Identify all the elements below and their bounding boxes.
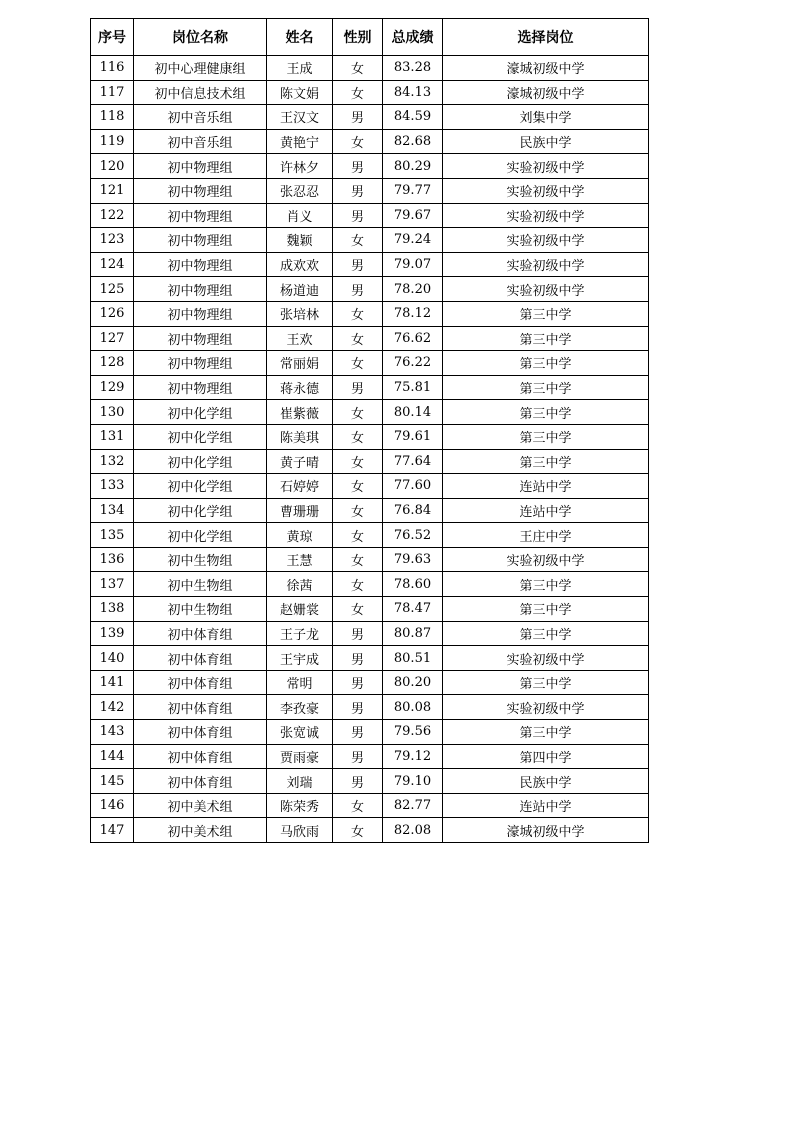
cell-chosen-position: 第三中学: [443, 400, 649, 425]
cell-position-name: 初中体育组: [134, 695, 267, 720]
table-row: [91, 474, 649, 499]
cell-position-name: 初中信息技术组: [134, 80, 267, 105]
cell-position-name: 初中物理组: [134, 351, 267, 376]
table-row: [91, 252, 649, 277]
cell-position-name: 初中生物组: [134, 547, 267, 572]
cell-gender: 男: [333, 769, 383, 794]
cell-serial-number: 116: [91, 56, 134, 81]
table-row: [91, 154, 649, 179]
cell-name: 徐茜: [267, 572, 333, 597]
cell-gender: 男: [333, 695, 383, 720]
table-row: [91, 178, 649, 203]
table-row: [91, 129, 649, 154]
cell-name: 曹珊珊: [267, 498, 333, 523]
cell-position-name: 初中物理组: [134, 203, 267, 228]
cell-name: 陈荣秀: [267, 793, 333, 818]
cell-position-name: 初中体育组: [134, 670, 267, 695]
cell-name: 王子龙: [267, 621, 333, 646]
cell-serial-number: 144: [91, 744, 134, 769]
cell-serial-number: 118: [91, 105, 134, 130]
cell-total-score: 78.47: [383, 597, 443, 622]
cell-serial-number: 124: [91, 252, 134, 277]
cell-position-name: 初中物理组: [134, 277, 267, 302]
cell-chosen-position: 实验初级中学: [443, 178, 649, 203]
cell-gender: 女: [333, 474, 383, 499]
cell-name: 陈美琪: [267, 424, 333, 449]
cell-name: 王宇成: [267, 646, 333, 671]
cell-chosen-position: 濠城初级中学: [443, 56, 649, 81]
cell-chosen-position: 濠城初级中学: [443, 818, 649, 843]
cell-total-score: 79.67: [383, 203, 443, 228]
cell-chosen-position: 第三中学: [443, 326, 649, 351]
cell-position-name: 初中化学组: [134, 474, 267, 499]
table-row: [91, 695, 649, 720]
cell-position-name: 初中化学组: [134, 424, 267, 449]
table-header: [91, 19, 649, 56]
cell-serial-number: 122: [91, 203, 134, 228]
cell-total-score: 80.08: [383, 695, 443, 720]
cell-serial-number: 117: [91, 80, 134, 105]
table-row: [91, 744, 649, 769]
cell-position-name: 初中化学组: [134, 400, 267, 425]
cell-chosen-position: 实验初级中学: [443, 277, 649, 302]
cell-chosen-position: 王庄中学: [443, 523, 649, 548]
cell-chosen-position: 第四中学: [443, 744, 649, 769]
table-row: [91, 375, 649, 400]
cell-serial-number: 138: [91, 597, 134, 622]
table-row: [91, 277, 649, 302]
cell-serial-number: 126: [91, 301, 134, 326]
cell-chosen-position: 民族中学: [443, 769, 649, 794]
cell-name: 王成: [267, 56, 333, 81]
cell-chosen-position: 连站中学: [443, 474, 649, 499]
cell-total-score: 77.60: [383, 474, 443, 499]
cell-position-name: 初中物理组: [134, 252, 267, 277]
table-row: [91, 105, 649, 130]
cell-gender: 女: [333, 56, 383, 81]
cell-serial-number: 123: [91, 228, 134, 253]
cell-total-score: 79.61: [383, 424, 443, 449]
cell-position-name: 初中体育组: [134, 744, 267, 769]
header-row: [91, 19, 649, 56]
cell-total-score: 75.81: [383, 375, 443, 400]
cell-gender: 男: [333, 375, 383, 400]
cell-serial-number: 140: [91, 646, 134, 671]
cell-position-name: 初中音乐组: [134, 129, 267, 154]
cell-total-score: 79.24: [383, 228, 443, 253]
header-name: 姓名: [267, 19, 333, 56]
table-row: [91, 56, 649, 81]
cell-name: 张宽诚: [267, 720, 333, 745]
cell-total-score: 78.12: [383, 301, 443, 326]
header-gender: 性别: [333, 19, 383, 56]
cell-chosen-position: 第三中学: [443, 597, 649, 622]
cell-chosen-position: 民族中学: [443, 129, 649, 154]
cell-total-score: 80.51: [383, 646, 443, 671]
table-row: [91, 424, 649, 449]
cell-gender: 男: [333, 670, 383, 695]
cell-total-score: 76.62: [383, 326, 443, 351]
cell-total-score: 77.64: [383, 449, 443, 474]
cell-gender: 男: [333, 105, 383, 130]
cell-total-score: 78.20: [383, 277, 443, 302]
cell-name: 黄子晴: [267, 449, 333, 474]
cell-total-score: 80.14: [383, 400, 443, 425]
cell-name: 张忍忍: [267, 178, 333, 203]
cell-name: 成欢欢: [267, 252, 333, 277]
cell-total-score: 82.68: [383, 129, 443, 154]
cell-gender: 女: [333, 572, 383, 597]
table-row: [91, 80, 649, 105]
cell-name: 贾雨豪: [267, 744, 333, 769]
cell-chosen-position: 实验初级中学: [443, 646, 649, 671]
cell-name: 蒋永德: [267, 375, 333, 400]
cell-gender: 女: [333, 326, 383, 351]
cell-gender: 男: [333, 277, 383, 302]
cell-serial-number: 136: [91, 547, 134, 572]
cell-name: 肖义: [267, 203, 333, 228]
table-row: [91, 400, 649, 425]
cell-chosen-position: 刘集中学: [443, 105, 649, 130]
cell-total-score: 84.13: [383, 80, 443, 105]
cell-name: 常明: [267, 670, 333, 695]
table-row: [91, 498, 649, 523]
cell-name: 赵姗裳: [267, 597, 333, 622]
cell-chosen-position: 实验初级中学: [443, 228, 649, 253]
cell-serial-number: 129: [91, 375, 134, 400]
cell-position-name: 初中物理组: [134, 154, 267, 179]
table-row: [91, 597, 649, 622]
cell-total-score: 79.12: [383, 744, 443, 769]
table-row: [91, 301, 649, 326]
cell-name: 黄艳宁: [267, 129, 333, 154]
cell-gender: 男: [333, 203, 383, 228]
cell-serial-number: 130: [91, 400, 134, 425]
cell-serial-number: 125: [91, 277, 134, 302]
cell-total-score: 80.29: [383, 154, 443, 179]
table-row: [91, 326, 649, 351]
table-row: [91, 228, 649, 253]
cell-gender: 女: [333, 523, 383, 548]
cell-total-score: 84.59: [383, 105, 443, 130]
cell-serial-number: 147: [91, 818, 134, 843]
cell-position-name: 初中美术组: [134, 793, 267, 818]
cell-serial-number: 139: [91, 621, 134, 646]
cell-chosen-position: 第三中学: [443, 621, 649, 646]
cell-position-name: 初中物理组: [134, 178, 267, 203]
results-table: [90, 18, 649, 843]
cell-total-score: 76.52: [383, 523, 443, 548]
cell-serial-number: 146: [91, 793, 134, 818]
cell-name: 魏颖: [267, 228, 333, 253]
cell-serial-number: 127: [91, 326, 134, 351]
header-chosen-position: 选择岗位: [443, 19, 649, 56]
cell-gender: 男: [333, 252, 383, 277]
cell-chosen-position: 第三中学: [443, 720, 649, 745]
cell-gender: 女: [333, 228, 383, 253]
cell-name: 石婷婷: [267, 474, 333, 499]
cell-gender: 女: [333, 351, 383, 376]
cell-chosen-position: 实验初级中学: [443, 695, 649, 720]
table-row: [91, 769, 649, 794]
table-row: [91, 793, 649, 818]
cell-position-name: 初中物理组: [134, 228, 267, 253]
cell-total-score: 76.22: [383, 351, 443, 376]
cell-position-name: 初中物理组: [134, 326, 267, 351]
cell-position-name: 初中音乐组: [134, 105, 267, 130]
cell-total-score: 79.63: [383, 547, 443, 572]
cell-chosen-position: 第三中学: [443, 375, 649, 400]
cell-position-name: 初中生物组: [134, 572, 267, 597]
cell-chosen-position: 第三中学: [443, 670, 649, 695]
cell-serial-number: 119: [91, 129, 134, 154]
table-row: [91, 203, 649, 228]
header-serial-number: 序号: [91, 19, 134, 56]
cell-name: 刘瑞: [267, 769, 333, 794]
cell-serial-number: 145: [91, 769, 134, 794]
cell-position-name: 初中体育组: [134, 621, 267, 646]
cell-position-name: 初中生物组: [134, 597, 267, 622]
cell-name: 王慧: [267, 547, 333, 572]
cell-position-name: 初中心理健康组: [134, 56, 267, 81]
cell-gender: 男: [333, 720, 383, 745]
table-row: [91, 670, 649, 695]
cell-position-name: 初中物理组: [134, 301, 267, 326]
table-row: [91, 621, 649, 646]
cell-name: 马欣雨: [267, 818, 333, 843]
cell-position-name: 初中美术组: [134, 818, 267, 843]
cell-name: 崔紫薇: [267, 400, 333, 425]
cell-total-score: 79.56: [383, 720, 443, 745]
cell-gender: 男: [333, 744, 383, 769]
cell-serial-number: 128: [91, 351, 134, 376]
cell-serial-number: 143: [91, 720, 134, 745]
cell-name: 常丽娟: [267, 351, 333, 376]
table-row: [91, 646, 649, 671]
cell-position-name: 初中体育组: [134, 646, 267, 671]
cell-gender: 男: [333, 154, 383, 179]
cell-name: 王欢: [267, 326, 333, 351]
cell-serial-number: 121: [91, 178, 134, 203]
cell-gender: 女: [333, 547, 383, 572]
cell-name: 黄琼: [267, 523, 333, 548]
cell-name: 李孜豪: [267, 695, 333, 720]
cell-name: 陈文娟: [267, 80, 333, 105]
cell-gender: 男: [333, 646, 383, 671]
cell-total-score: 80.87: [383, 621, 443, 646]
cell-total-score: 80.20: [383, 670, 443, 695]
cell-total-score: 79.77: [383, 178, 443, 203]
cell-chosen-position: 连站中学: [443, 498, 649, 523]
header-position-name: 岗位名称: [134, 19, 267, 56]
cell-serial-number: 132: [91, 449, 134, 474]
cell-name: 张培林: [267, 301, 333, 326]
cell-chosen-position: 实验初级中学: [443, 547, 649, 572]
cell-position-name: 初中化学组: [134, 498, 267, 523]
cell-serial-number: 134: [91, 498, 134, 523]
cell-gender: 男: [333, 178, 383, 203]
cell-total-score: 82.77: [383, 793, 443, 818]
cell-total-score: 78.60: [383, 572, 443, 597]
cell-serial-number: 141: [91, 670, 134, 695]
cell-gender: 女: [333, 80, 383, 105]
table-row: [91, 720, 649, 745]
cell-chosen-position: 实验初级中学: [443, 252, 649, 277]
cell-position-name: 初中体育组: [134, 769, 267, 794]
cell-gender: 女: [333, 424, 383, 449]
table-row: [91, 572, 649, 597]
cell-gender: 女: [333, 129, 383, 154]
table-row: [91, 351, 649, 376]
cell-gender: 女: [333, 301, 383, 326]
cell-name: 许林夕: [267, 154, 333, 179]
cell-gender: 女: [333, 793, 383, 818]
table-body: [91, 56, 649, 843]
cell-position-name: 初中化学组: [134, 523, 267, 548]
cell-serial-number: 137: [91, 572, 134, 597]
table-row: [91, 449, 649, 474]
cell-gender: 女: [333, 449, 383, 474]
cell-total-score: 76.84: [383, 498, 443, 523]
cell-serial-number: 142: [91, 695, 134, 720]
cell-chosen-position: 第三中学: [443, 301, 649, 326]
cell-name: 王汉文: [267, 105, 333, 130]
cell-serial-number: 135: [91, 523, 134, 548]
cell-gender: 女: [333, 818, 383, 843]
cell-gender: 女: [333, 400, 383, 425]
cell-serial-number: 133: [91, 474, 134, 499]
cell-chosen-position: 第三中学: [443, 449, 649, 474]
cell-chosen-position: 第三中学: [443, 351, 649, 376]
cell-chosen-position: 第三中学: [443, 424, 649, 449]
cell-position-name: 初中体育组: [134, 720, 267, 745]
cell-chosen-position: 实验初级中学: [443, 203, 649, 228]
cell-total-score: 83.28: [383, 56, 443, 81]
cell-serial-number: 131: [91, 424, 134, 449]
cell-position-name: 初中化学组: [134, 449, 267, 474]
cell-gender: 男: [333, 621, 383, 646]
cell-chosen-position: 濠城初级中学: [443, 80, 649, 105]
cell-gender: 女: [333, 498, 383, 523]
table-row: [91, 547, 649, 572]
cell-chosen-position: 实验初级中学: [443, 154, 649, 179]
cell-position-name: 初中物理组: [134, 375, 267, 400]
cell-total-score: 82.08: [383, 818, 443, 843]
table-row: [91, 818, 649, 843]
cell-gender: 女: [333, 597, 383, 622]
cell-chosen-position: 连站中学: [443, 793, 649, 818]
cell-total-score: 79.10: [383, 769, 443, 794]
header-total-score: 总成绩: [383, 19, 443, 56]
table-row: [91, 523, 649, 548]
cell-serial-number: 120: [91, 154, 134, 179]
cell-name: 杨道迪: [267, 277, 333, 302]
cell-chosen-position: 第三中学: [443, 572, 649, 597]
cell-total-score: 79.07: [383, 252, 443, 277]
